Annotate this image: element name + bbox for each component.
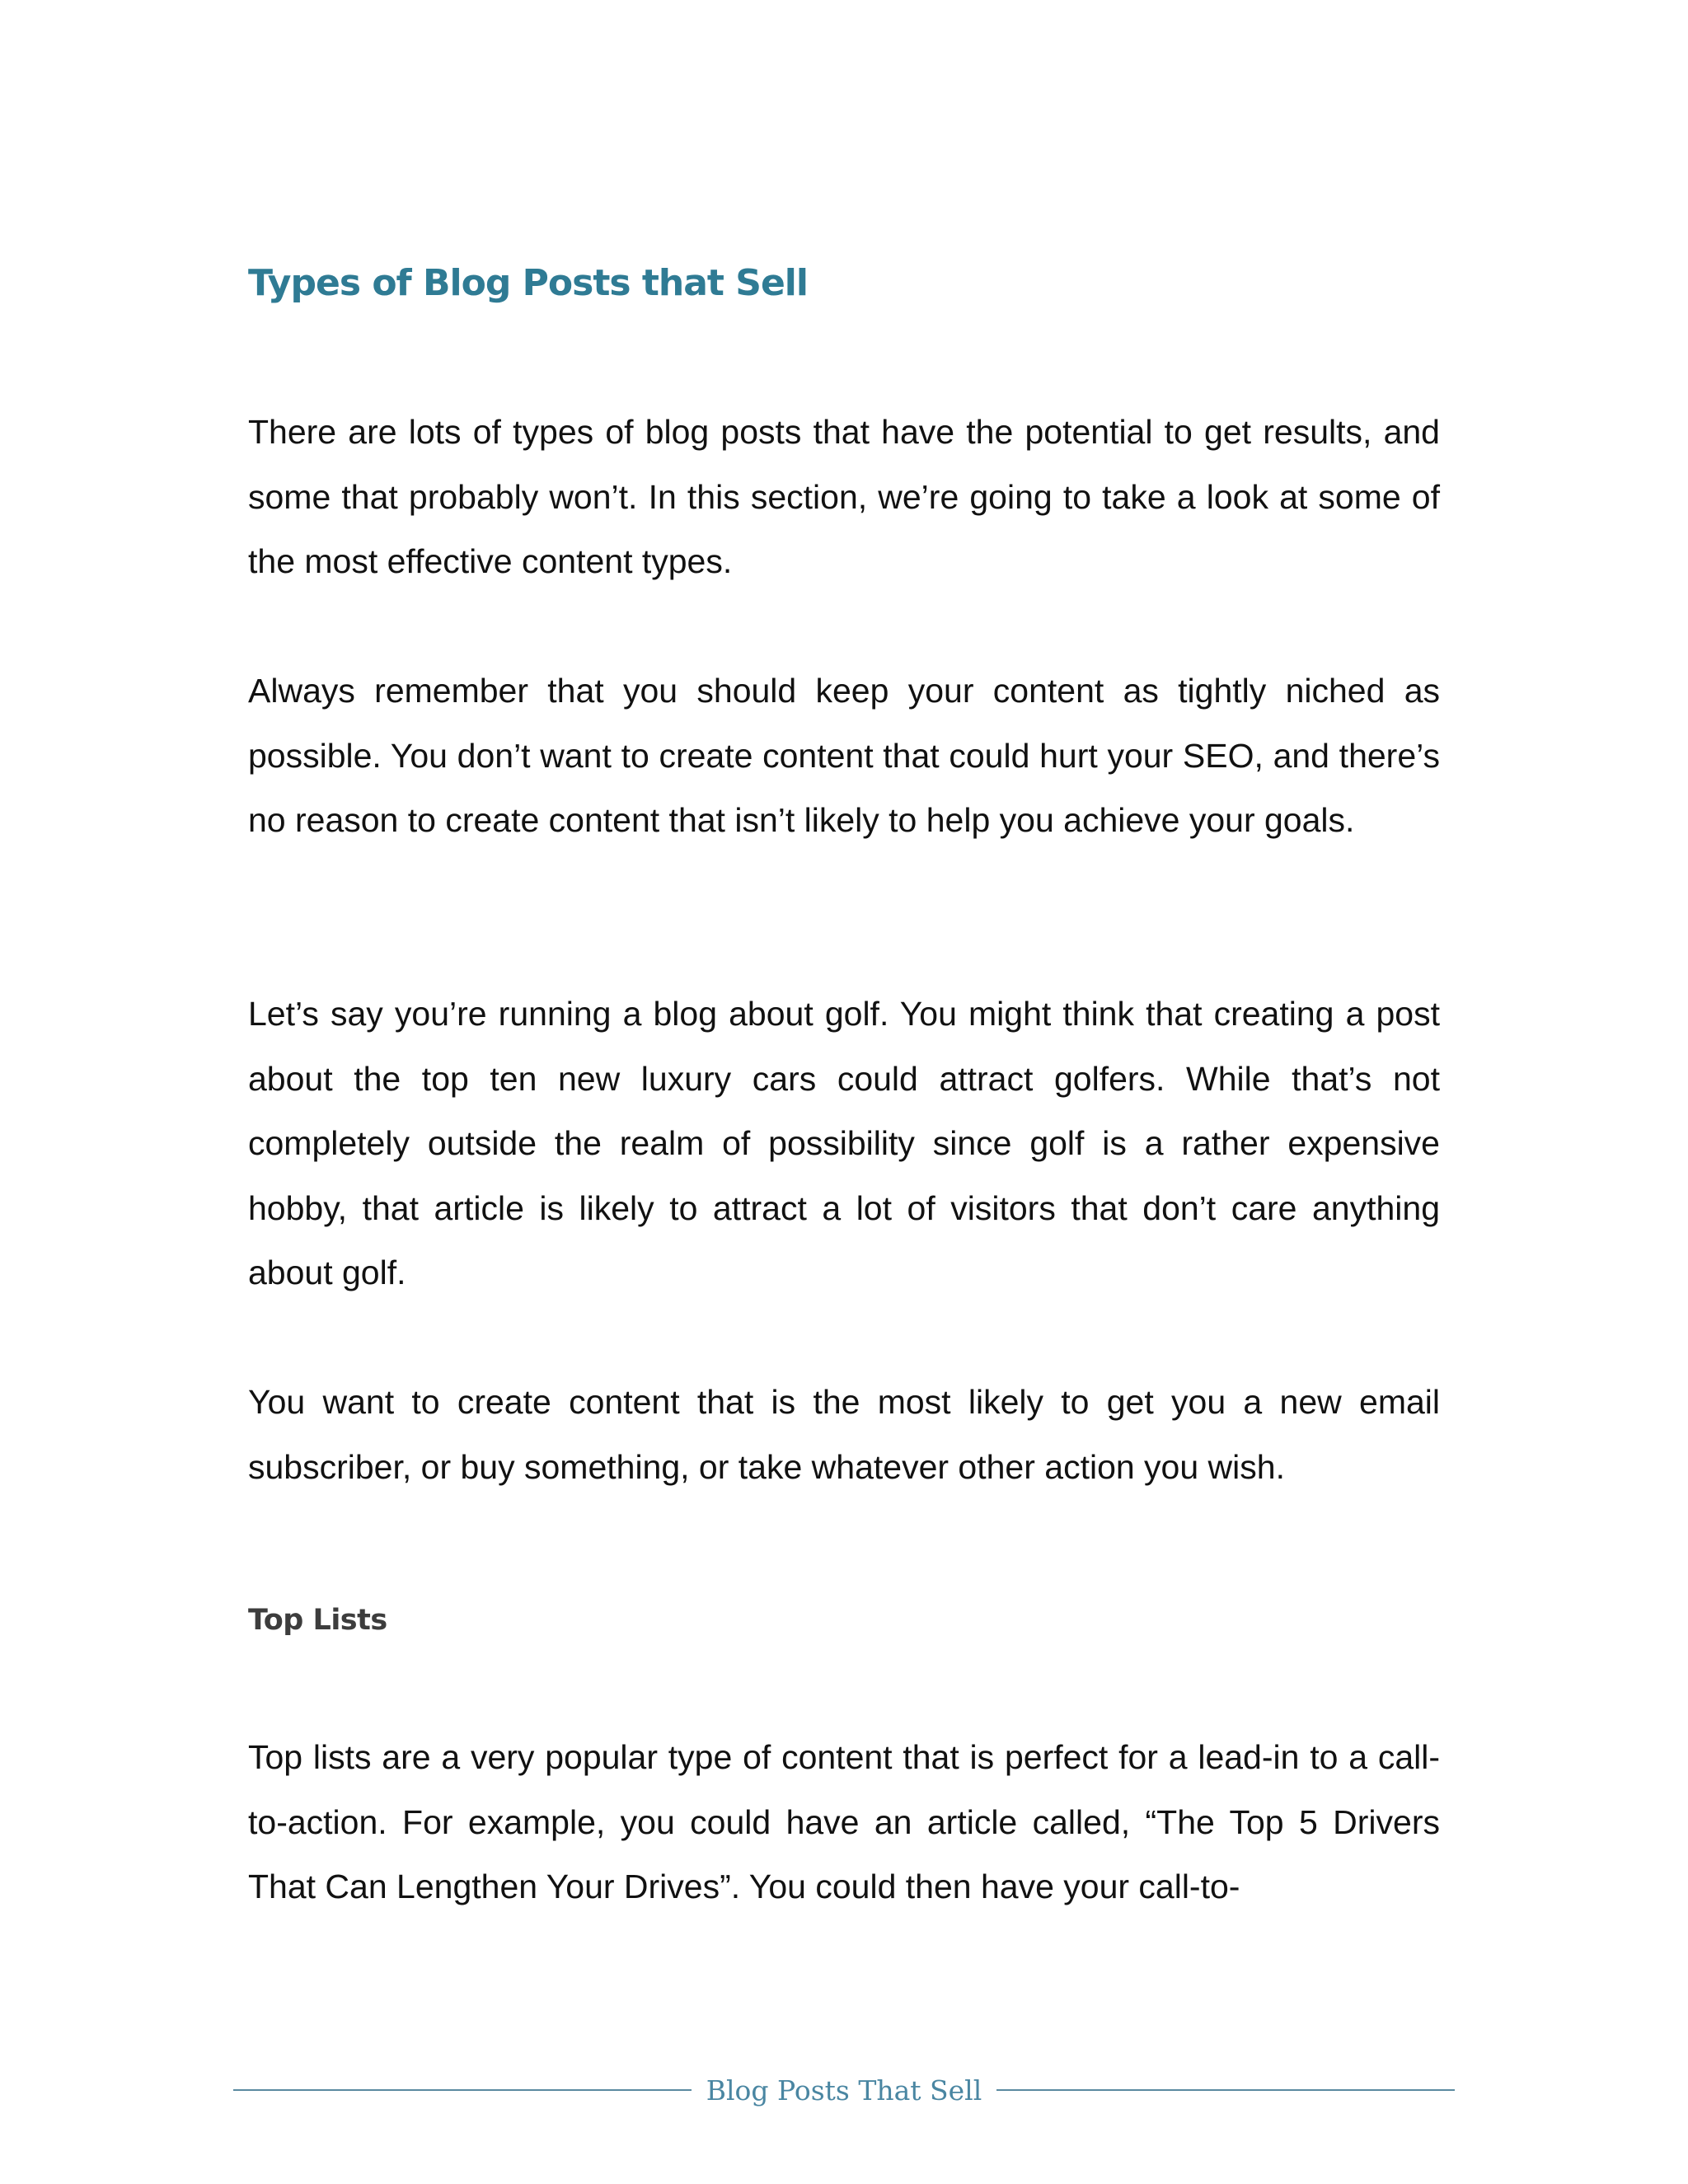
section-heading: Types of Blog Posts that Sell [248,262,808,304]
footer-rule-right [996,2089,1455,2091]
subsection-paragraph: Top lists are a very popular type of content that is perfect for a lead-in to a call-to-action. For example, you could have an article called, “The Top 5 Drivers That Can Lengthen Your Drives”. You could then have your call-to- [248,1738,1440,1905]
footer-rule-left [233,2089,692,2091]
body-paragraph-2: Always remember that you should keep your content as tightly niched as possible. You don’t want to create content that could hurt your SEO, and there’s no reason to create content that isn’t likely to help you achieve your goals. [248,672,1440,839]
footer-title: Blog Posts That Sell [706,2074,982,2107]
page-footer [233,2072,1455,2108]
subsection-heading: Top Lists [248,1604,387,1637]
body-paragraph-1: There are lots of types of blog posts that have the potential to get results, and some that probably won’t. In this section, we’re going to take a look at some of the most effective content types. [248,413,1440,580]
body-paragraph-3: Let’s say you’re running a blog about golf. You might think that creating a post about the top ten new luxury cars could attract golfers. While that’s not completely outside the realm of possibility since golf is a rather expensive hobby, that article is likely to attract a lot of visitors that don’t care anything about golf. [248,995,1440,1291]
body-paragraph-4: You want to create content that is the most likely to get you a new email subscriber, or buy something, or take whatever other action you wish. [248,1383,1440,1486]
